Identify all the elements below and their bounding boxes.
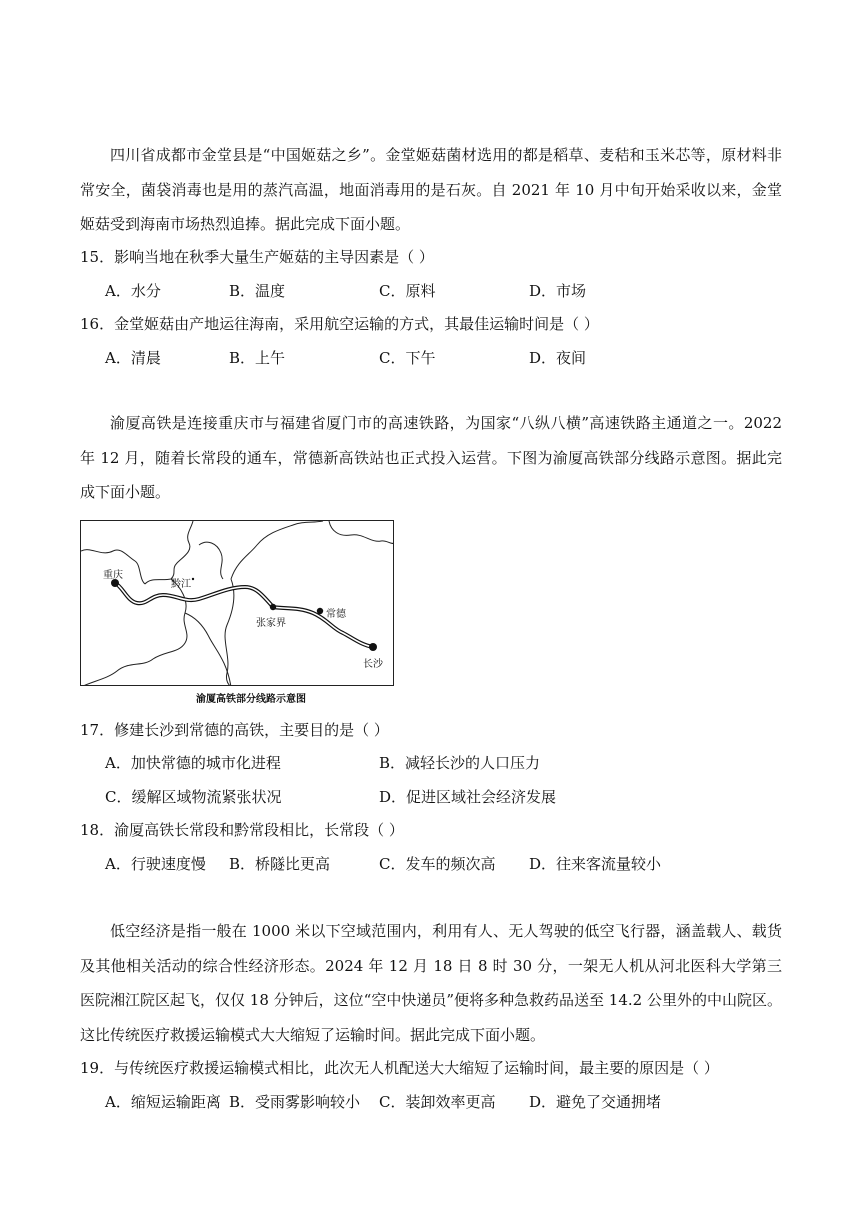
label-chongqing: 重庆 (103, 570, 123, 581)
question-19-stem: 19．与传统医疗救援运输模式相比，此次无人机配送大大缩短了运输时间，最主要的原因是（ ） (80, 1059, 719, 1077)
option-19-a[interactable]: A．缩短运输距离 (105, 1093, 221, 1111)
option-16-b[interactable]: B．上午 (229, 349, 286, 367)
boundary-line (171, 521, 193, 579)
option-15-a[interactable]: A．水分 (105, 282, 161, 300)
option-15-b[interactable]: B．温度 (229, 282, 286, 300)
option-15-c[interactable]: C．原料 (379, 282, 436, 300)
option-16-a[interactable]: A．清晨 (105, 349, 161, 367)
boundary-line (145, 579, 171, 584)
option-17-b[interactable]: B．减轻长沙的人口压力 (379, 754, 541, 772)
zhangjiajie-marker (270, 604, 276, 610)
option-17-a[interactable]: A．加快常德的城市化进程 (105, 754, 281, 772)
option-16-d[interactable]: D．夜间 (529, 349, 587, 367)
question-15-stem: 15．影响当地在秋季大量生产姬菇的主导因素是（ ） (80, 248, 434, 266)
boundary-line (185, 613, 231, 686)
boundary-line (199, 542, 223, 579)
changsha-marker (369, 643, 377, 651)
option-19-b[interactable]: B．受雨雾影响较小 (229, 1093, 361, 1111)
option-18-c[interactable]: C．发车的频次高 (379, 855, 496, 873)
question-16-stem: 16．金堂姬菇由产地运往海南，采用航空运输的方式，其最佳运输时间是（ ） (80, 315, 599, 333)
qianjiang-marker (192, 578, 194, 580)
question-18-stem: 18．渝厦高铁长常段和黔常段相比，长常段（ ） (80, 821, 404, 839)
boundary-line (231, 521, 323, 579)
option-19-c[interactable]: C．装卸效率更高 (379, 1093, 496, 1111)
passage-yuxia-railway: 渝厦高铁是连接重庆市与福建省厦门市的高速铁路，为国家“八纵八横”高速铁路主通道之一。2022 年 12 月，随着长常段的通车，常德新高铁站也正式投入运营。下图为渝厦高铁部分线路示意图。据此完成下面小题。 (80, 414, 782, 501)
option-17-d[interactable]: D．促进区域社会经济发展 (379, 788, 557, 806)
province-boundaries (81, 521, 394, 686)
boundary-line (329, 521, 394, 543)
label-qianjiang: 黔江 (171, 579, 191, 590)
option-16-c[interactable]: C．下午 (379, 349, 436, 367)
label-changde: 常德 (326, 609, 346, 620)
map-caption: 渝厦高铁部分线路示意图 (196, 694, 306, 705)
changde-marker (317, 608, 323, 614)
label-zhangjiajie: 张家界 (256, 618, 286, 629)
option-15-d[interactable]: D．市场 (529, 282, 587, 300)
railway-map (80, 520, 394, 686)
option-18-a[interactable]: A．行驶速度慢 (105, 855, 206, 873)
option-19-d[interactable]: D．避免了交通拥堵 (529, 1093, 662, 1111)
label-changsha: 长沙 (363, 659, 383, 670)
railway-map-drawing (81, 521, 394, 686)
question-17-stem: 17．修建长沙到常德的高铁，主要目的是（ ） (80, 721, 389, 739)
passage-low-altitude-economy: 低空经济是指一般在 1000 米以下空域范围内，利用有人、无人驾驶的低空飞行器，涵盖载人、载货及其他相关活动的综合性经济形态。2024 年 12 月 18 日 8 时 30 分，一架无人机从河北医科大学第三医院湘江院区起飞，仅仅 18 分钟后，这位“空中快递员”便将多种急救药品送至 14.2 公里外的中山院区。这比传统医疗救援运输模式大大缩短了运输时间。据此完成下面小题。 (80, 922, 782, 1044)
option-18-b[interactable]: B．桥隧比更高 (229, 855, 331, 873)
option-17-c[interactable]: C．缓解区域物流紧张状况 (105, 788, 282, 806)
passage-jintang-mushroom: 四川省成都市金堂县是“中国姬菇之乡”。金堂姬菇菌材选用的都是稻草、麦秸和玉米芯等，原材料非常安全，菌袋消毒也是用的蒸汽高温，地面消毒用的是石灰。自 2021 年 10 月中旬开始采收以来，金堂姬菇受到海南市场热烈追捧。据此完成下面小题。 (80, 146, 782, 233)
option-18-d[interactable]: D．往来客流量较小 (529, 855, 662, 873)
